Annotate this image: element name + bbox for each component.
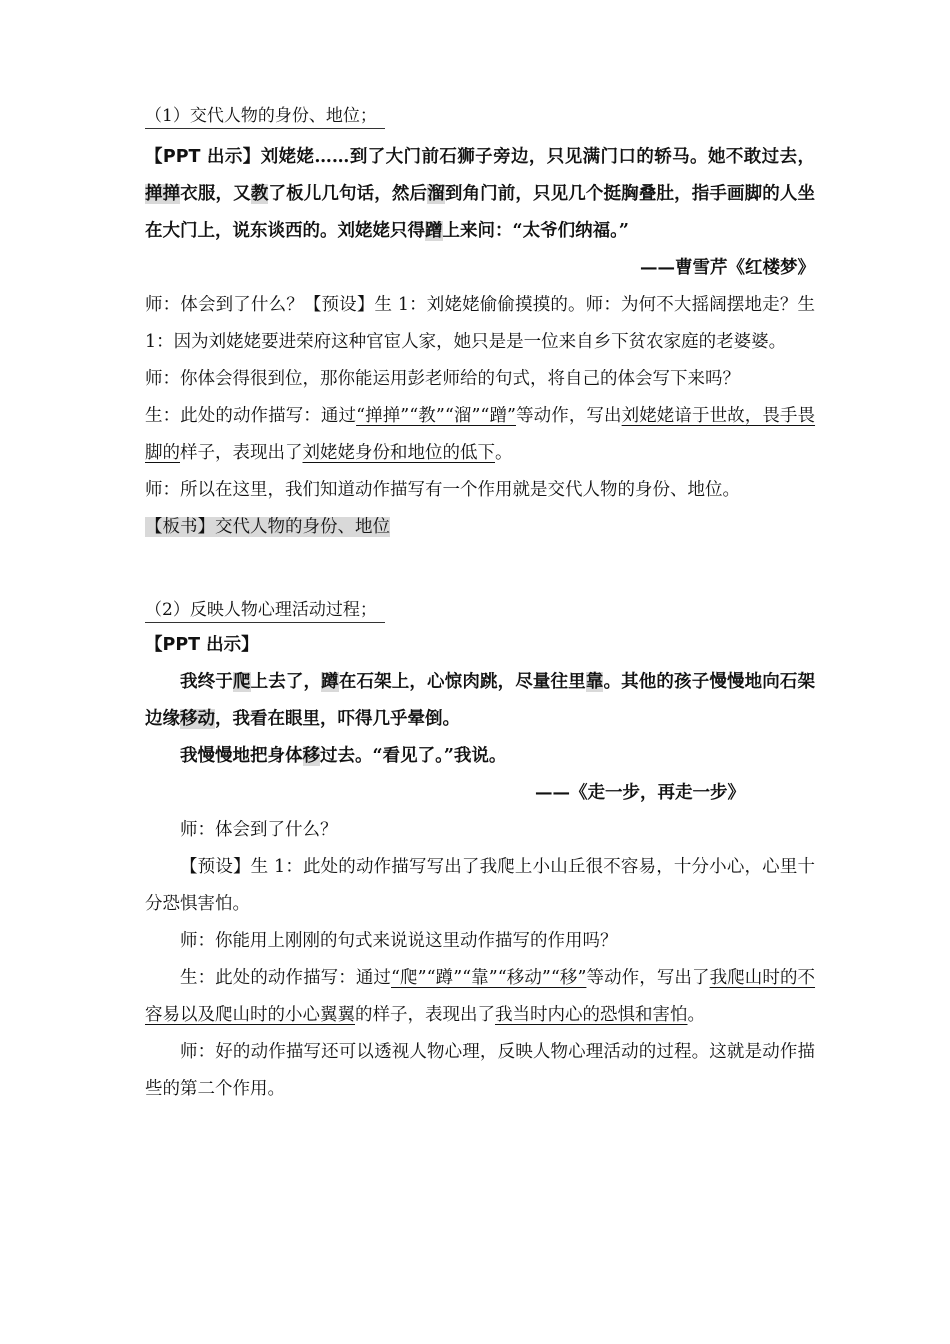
highlight-word: 教	[250, 184, 269, 204]
highlight-word: 蹭	[425, 221, 443, 241]
quote-text: 刘姥姥……到了大门前石狮子旁边，只见满门口的轿马。她不敢过去，	[260, 147, 815, 167]
highlight-word: 靠	[585, 672, 604, 692]
answer-text: 样子，表现出了	[180, 443, 303, 463]
ppt-quote-3	[145, 738, 815, 775]
teacher-dialogue: 师：好的动作描写还可以透视人物心理，反映人物心理活动的过程。这就是动作描些的第二个作用。	[145, 1042, 815, 1099]
underlined-text: 我爬山时的不容易以及爬山时的小心翼翼	[145, 968, 816, 1025]
ppt-quote-2	[145, 664, 815, 738]
quote-text: 衣服，又	[180, 184, 251, 204]
quote-text: 在石架上，心惊肉跳，尽量往里	[338, 672, 586, 692]
answer-text: 的样子，表现出了	[355, 1005, 495, 1025]
teacher-dialogue: 师：你能用上刚刚的句式来说说这里动作描写的作用吗？	[180, 931, 618, 951]
quote-text: 过去。“看见了。”我说。	[320, 746, 507, 766]
board-note: 【板书】交代人物的身份、地位	[145, 517, 390, 537]
highlight-word: 移动	[180, 709, 215, 729]
highlight-word: 移	[302, 746, 320, 766]
quote-text: 了板儿几句话，然后	[268, 184, 428, 204]
highlight-word: 爬	[232, 672, 251, 692]
answer-text: 。	[687, 1005, 705, 1025]
quote-text: 我慢慢地把身体	[180, 746, 303, 766]
highlight-word: 溜	[427, 184, 445, 204]
preset-answer: 【预设】生 1：此处的动作描写写出了我爬上小山丘很不容易，十分小心，心里十分恐惧害怕。	[145, 857, 815, 914]
underlined-text: 刘姥姥谙于世故，畏手畏脚的	[145, 406, 816, 463]
underlined-text: “掸掸”“教”“溜”“蹭”	[356, 406, 516, 426]
ppt-label: 【PPT 出示】	[145, 147, 261, 167]
underlined-text: “爬”“蹲”“靠”“移动”“移”	[391, 968, 587, 988]
quote-source: ——曹雪芹《红楼梦》	[640, 258, 815, 278]
underlined-text: 刘姥姥身份和地位的低下	[302, 443, 495, 463]
quote-text: ，我看在眼里，吓得几乎晕倒。	[215, 709, 460, 729]
ppt-quote-1	[145, 139, 815, 250]
teacher-dialogue: 师：你体会得很到位，那你能运用彭老师给的句式，将自己的体会写下来吗？	[145, 369, 740, 389]
highlight-word: 蹲	[321, 672, 339, 692]
answer-text: 等动作，写出了	[586, 968, 710, 988]
answer-text: 生：此处的动作描写：通过	[180, 968, 392, 988]
quote-text: 上来问：“太爷们纳福。”	[442, 221, 629, 241]
teacher-dialogue: 师：体会到了什么？【预设】生 1：刘姥姥偷偷摸摸的。师：为何不大摇阔摆地走？生 1：因为刘姥姥要进荣府这种官宦人家，她只是是一位来自乡下贫农家庭的老婆婆。	[145, 295, 815, 352]
section-2-heading: （2）反映人物心理活动过程；	[145, 598, 385, 623]
section-1-heading: （1）交代人物的身份、地位；	[145, 104, 385, 129]
student-answer	[145, 960, 815, 1034]
quote-text: 到角门前，只见几个挺胸叠肚，指手画脚的人坐在大门上，说东谈西的。刘姥姥只得	[145, 184, 816, 241]
student-answer	[145, 398, 815, 472]
quote-text: 上去了，	[250, 672, 322, 692]
answer-text: 等动作，写出	[515, 406, 622, 426]
teacher-dialogue: 师：所以在这里，我们知道动作描写有一个作用就是交代人物的身份、地位。	[145, 480, 740, 500]
underlined-text: 我当时内心的恐惧和害怕	[495, 1005, 688, 1025]
document-page	[145, 100, 815, 1108]
quote-source: ——《走一步，再走一步》	[535, 783, 745, 803]
quote-text: 。其他的孩子慢慢地向石架边缘	[145, 672, 816, 729]
quote-text: 我终于	[180, 672, 233, 692]
answer-text: 生：此处的动作描写：通过	[145, 406, 357, 426]
ppt-label: 【PPT 出示】	[145, 635, 259, 655]
highlight-word: 掸掸	[145, 184, 181, 204]
board-note-line	[145, 509, 815, 546]
answer-text: 。	[495, 443, 513, 463]
teacher-dialogue: 师：体会到了什么？	[180, 820, 338, 840]
